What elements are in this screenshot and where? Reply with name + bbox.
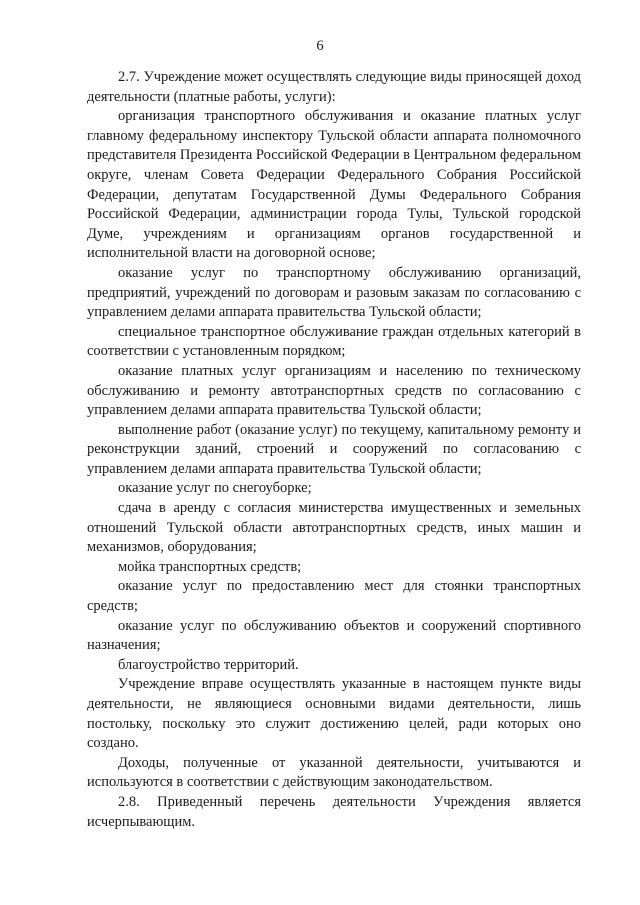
paragraph-snow-removal: оказание услуг по снегоуборке;	[118, 480, 312, 497]
paragraph-transport-services-organizations: оказание услуг по транспортному обслуживанию организаций, предприятий, учреждений по договорам и разовым заказам по согласованию с управлением делами аппарата правительства Тульской области;	[87, 264, 581, 321]
paragraph-2-7-intro: 2.7. Учреждение может осуществлять следующие виды приносящей доход деятельности (платные работы, услуги):	[87, 69, 581, 105]
paragraph-vehicle-wash: мойка транспортных средств;	[118, 558, 302, 575]
paragraph-vehicle-maintenance: оказание платных услуг организациям и населению по техническому обслуживанию и ремонту автотранспортных средств по согласованию с управлением делами аппарата правительства Тульской области;	[87, 362, 581, 419]
page-number: 6	[316, 38, 324, 54]
paragraph-2-8-exhaustive-list: 2.8. Приведенный перечень деятельности Учреждения является исчерпывающим.	[87, 793, 581, 830]
paragraph-special-transport: специальное транспортное обслуживание граждан отдельных категорий в соответствии с установленным порядком;	[87, 323, 581, 360]
paragraph-rental: сдача в аренду с согласия министерства имущественных и земельных отношений Тульской области автотранспортных средств, иных машин и механизмов, оборудования;	[87, 500, 581, 556]
paragraph-transport-services-officials: организация транспортного обслуживания и оказание платных услуг главному федеральному инспектору Тульской области аппарата полномочного представителя Президента Российской Федерации в Центральном федеральном округе, членам Совета Федерации Федерального Собрания Российской Федерации, депутатам Государственной Думы Федерального Собрания Российской Федерации, администрации города Тулы, Тульской городской Думе, учреждениям и организациям органов государственной и исполнительной власти на договорной основе;	[87, 108, 581, 262]
document-body	[87, 68, 581, 832]
paragraph-repair-works: выполнение работ (оказание услуг) по текущему, капитальному ремонту и реконструкции зданий, строений и сооружений по согласованию с управлением делами аппарата правительства Тульской области;	[87, 421, 581, 477]
paragraph-parking: оказание услуг по предоставлению мест для стоянки транспортных средств;	[87, 578, 581, 615]
paragraph-landscaping: благоустройство территорий.	[118, 656, 299, 673]
paragraph-income-usage: Доходы, полученные от указанной деятельности, учитываются и используются в соответствии с действующим законодательством.	[87, 754, 581, 791]
paragraph-sports-facilities: оказание услуг по обслуживанию объектов и сооружений спортивного назначения;	[87, 617, 581, 654]
paragraph-activity-limitation: Учреждение вправе осуществлять указанные в настоящем пункте виды деятельности, не являющиеся основными видами деятельности, лишь постольку, поскольку это служит достижению целей, ради которых оно создано.	[87, 676, 581, 752]
